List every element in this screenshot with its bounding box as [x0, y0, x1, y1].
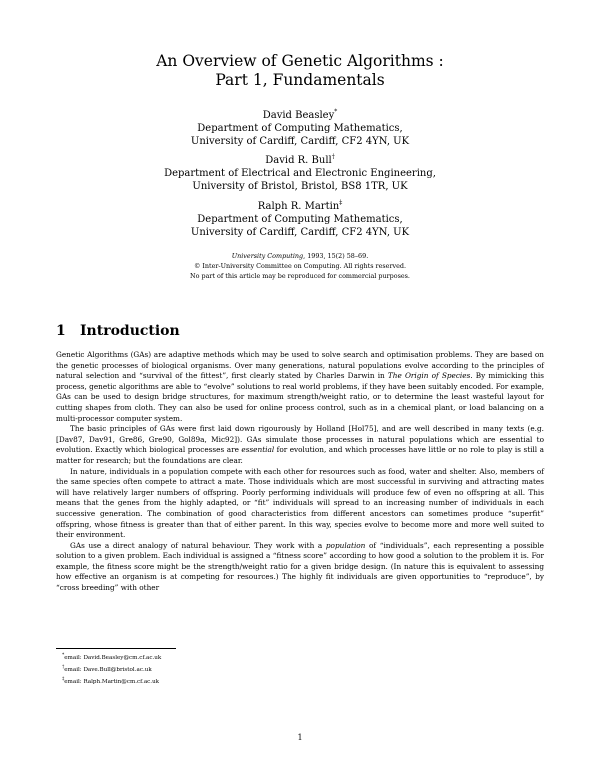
- footnote-1: [62, 651, 161, 663]
- page-number: 1: [297, 733, 303, 742]
- copyright-notice: © Inter-University Committee on Computing. All rights reserved.: [193, 262, 407, 270]
- footnote-mark: ‡: [339, 199, 343, 207]
- paragraph-text: The basic principles of GAs were first laid down rigourously by Holland [Hol75], and are well described in many texts (e.g. [Dav87, Dav91, Gre86, Gre90, Gol89a, Mic92]). GAs simulate those processes in natural populations which are essential to evolution. Exactly which biological processes are: [56, 424, 544, 455]
- author-address: University of Bristol, Bristol, BS8 1TR, UK: [192, 181, 408, 192]
- footnote-3: [62, 675, 161, 687]
- footnote-mark: *: [334, 108, 338, 116]
- footnote-divider: [56, 648, 176, 649]
- author-block-1: [0, 109, 600, 148]
- book-title: The Origin of Species: [387, 371, 471, 381]
- section-number: 1: [56, 323, 66, 339]
- footnote-mark: †: [331, 153, 335, 161]
- emphasis-text: population: [325, 540, 366, 550]
- author-department: Department of Computing Mathematics,: [197, 123, 403, 134]
- paragraph-1: [56, 350, 544, 424]
- footnote-mark: ‡: [62, 676, 65, 682]
- author-address: University of Cardiff, Cardiff, CF2 4YN, UK: [190, 136, 410, 147]
- paragraph-text: Genetic Algorithms (GAs) are adaptive methods which may be used to solve search and optimisation problems. They are based on the genetic processes of biological organisms. Over many generations, natural populations evolve according to the principles of natural selection and “survival of the fittest”, first clearly stated by Charles Darwin in: [56, 350, 544, 381]
- author-department: Department of Computing Mathematics,: [197, 214, 403, 225]
- paragraph-text: GAs use a direct analogy of natural behaviour. They work with a: [70, 540, 326, 550]
- author-block-2: [0, 154, 600, 193]
- body-text: [56, 350, 544, 594]
- paper-title-line-2: Part 1, Fundamentals: [215, 71, 385, 89]
- emphasis-text: essential: [241, 445, 275, 455]
- footnote-email: email: Ralph.Martin@cm.cf.ac.uk: [64, 678, 160, 685]
- section-heading: [56, 323, 180, 339]
- author-department: Department of Electrical and Electronic Engineering,: [164, 168, 436, 179]
- paragraph-text: of “individuals”, each representing a possible solution to a given problem. Each individual is assigned a “fitness score” according to how good a solution to the problem it is. For example, the fitness score might be the strength/weight ratio for a given bridge design. (In nature this is equivalent to assessing how effective an organism is at competing for resources.) The highly fit individuals are given opportunities to “reproduce”, by “cross breeding” with other: [56, 540, 544, 593]
- author-name: Ralph R. Martin: [257, 201, 340, 212]
- journal-reference: , 1993, 15(2) 58–69.: [303, 252, 369, 260]
- paragraph-text: for evolution, and which processes have little or no role to play is still a matter for research; but the foundations are clear.: [56, 445, 544, 465]
- paragraph-text: . By mimicking this process, genetic algorithms are able to “evolve” solutions to real world problems, if they have been suitably encoded. For example, GAs can be used to design bridge structures, for maximum strength/weight ratio, or to determine the least wasteful layout for cutting shapes from cloth. They can also be used for online process control, such as in a chemical plant, or load balancing on a multi-processor computer system.: [56, 371, 544, 423]
- footnote-mark: †: [62, 664, 65, 670]
- author-address: University of Cardiff, Cardiff, CF2 4YN, UK: [190, 227, 410, 238]
- journal-name: University Computing: [231, 252, 304, 260]
- reproduction-notice: No part of this article may be reproduced for commercial purposes.: [190, 272, 410, 280]
- footnote-email: email: Dave.Bull@bristol.ac.uk: [64, 666, 152, 673]
- footnote-email: email: David.Beasley@cm.cf.ac.uk: [64, 654, 162, 661]
- paragraph-2: [56, 424, 544, 466]
- footnote-2: [62, 663, 161, 675]
- paragraph-3: In nature, individuals in a population compete with each other for resources such as food, water and shelter. Also, members of the same species often compete to attract a mate. Those individuals which are most successful in surviving and attracting mates will have relatively larger numbers of offspring. Poorly performing individuals will produce few of even no offspring at all. This means that the genes from the highly adapted, or “fit” individuals will spread to an increasing number of individuals in each successive generation. The combination of good characteristics from different ancestors can sometimes produce “superfit” offspring, whose fitness is greater than that of either parent. In this way, species evolve to become more and more well suited to their environment.: [56, 466, 544, 540]
- section-title: Introduction: [80, 323, 180, 339]
- journal-citation: [0, 252, 600, 261]
- paper-title-line-1: An Overview of Genetic Algorithms :: [156, 52, 444, 70]
- author-name: David Beasley: [262, 110, 335, 121]
- footnote-mark: *: [62, 653, 65, 658]
- paragraph-4: [56, 541, 544, 594]
- footnotes: [62, 651, 161, 687]
- author-block-3: [0, 200, 600, 239]
- author-name: David R. Bull: [265, 155, 332, 166]
